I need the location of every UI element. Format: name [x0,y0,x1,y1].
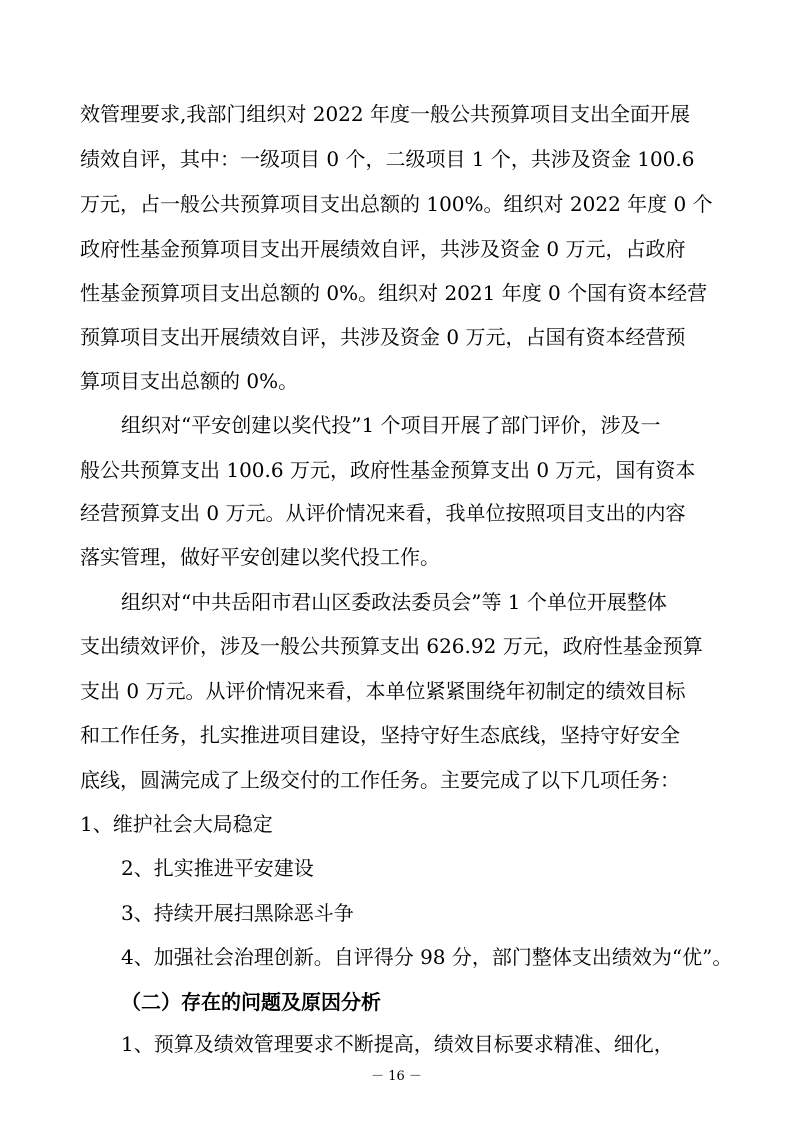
body-line: 落实管理，做好平安创建以奖代投工作。 [80,545,440,569]
list-item: 1、维护社会大局稳定 [80,812,273,836]
body-line: 般公共预算支出 100.6 万元，政府性基金预算支出 0 万元，国有资本 [80,458,696,482]
body-line: 底线，圆满完成了上级交付的工作任务。主要完成了以下几项任务： [80,768,680,792]
body-line: 经营预算支出 0 万元。从评价情况来看，我单位按照项目支出的内容 [80,501,686,525]
body-line: 效管理要求,我部门组织对 2022 年度一般公共预算项目支出全面开展 [80,102,690,126]
body-line: 组织对“中共岳阳市君山区委政法委员会”等 1 个单位开展整体 [121,590,667,614]
body-line: 算项目支出总额的 0%。 [80,369,299,393]
body-line: 支出 0 万元。从评价情况来看，本单位紧紧围绕年初制定的绩效目标 [80,679,686,703]
body-line: 支出绩效评价，涉及一般公共预算支出 626.92 万元，政府性基金预算 [80,634,703,658]
body-line: 预算项目支出开展绩效自评，共涉及资金 0 万元，占国有资本经营预 [80,325,686,349]
body-line: 政府性基金预算项目支出开展绩效自评，共涉及资金 0 万元，占政府 [80,237,686,261]
body-line: 绩效自评，其中：一级项目 0 个，二级项目 1 个，共涉及资金 100.6 [80,147,695,171]
section-heading: （二）存在的问题及原因分析 [121,990,381,1014]
list-item: 4、加强社会治理创新。自评得分 98 分，部门整体支出绩效为“优”。 [121,945,733,969]
list-item: 2、扎实推进平安建设 [121,856,314,880]
list-item: 3、持续开展扫黑除恶斗争 [121,901,354,925]
body-line: 1、预算及绩效管理要求不断提高，绩效目标要求精准、细化， [121,1032,674,1056]
body-line: 组织对“平安创建以奖代投”1 个项目开展了部门评价，涉及一 [121,413,661,437]
body-line: 万元，占一般公共预算项目支出总额的 100%。组织对 2022 年度 0 个 [80,192,713,216]
page-number: － 16 － [371,1069,422,1084]
body-line: 性基金预算项目支出总额的 0%。组织对 2021 年度 0 个国有资本经营 [80,281,708,305]
body-line: 和工作任务，扎实推进项目建设，坚持守好生态底线，坚持守好安全 [80,723,680,747]
